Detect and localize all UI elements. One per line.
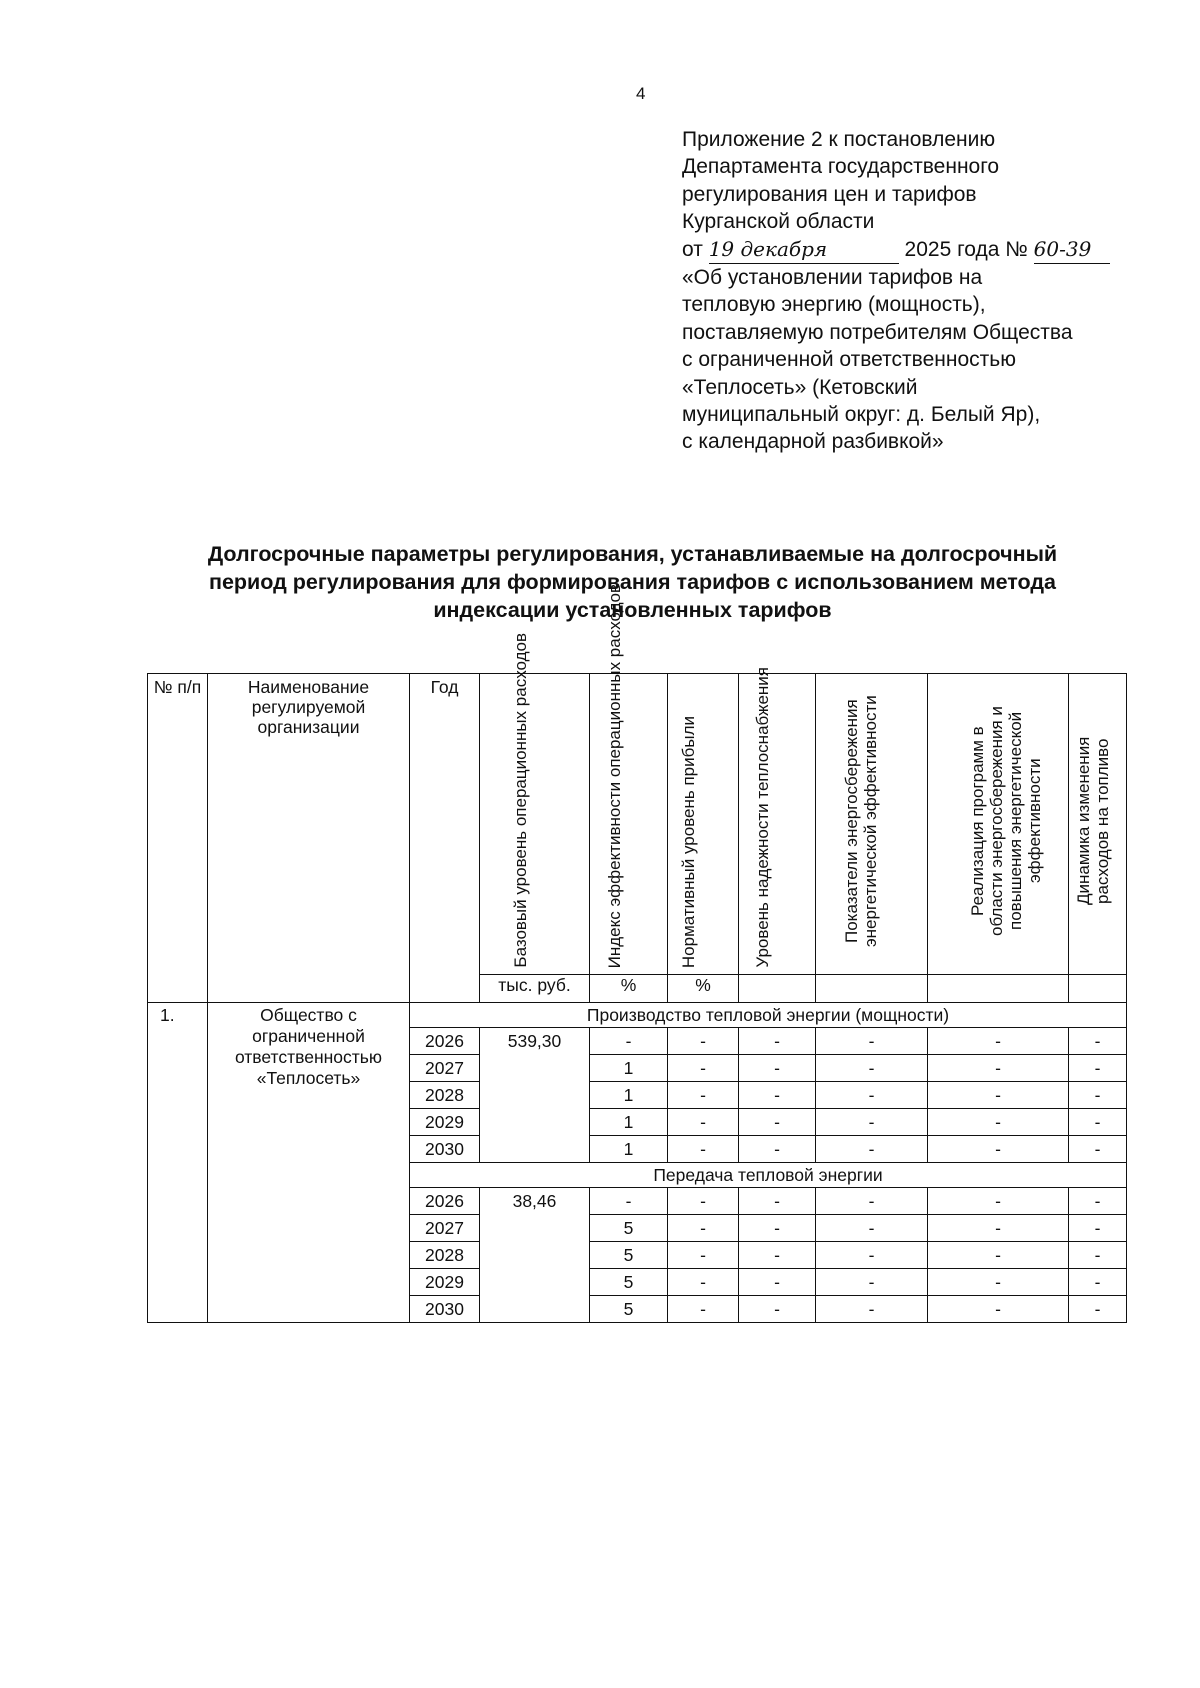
table-row: 2027 1 - - - - - (148, 1055, 1127, 1082)
appendix-line: Курганской области (682, 210, 875, 234)
year-text: 2025 года № (904, 237, 1028, 261)
table-row: 2026 539,30 - - - - - - (148, 1028, 1127, 1055)
title-line: Долгосрочные параметры регулирования, устанавливаемые на долгосрочный (207, 542, 1058, 566)
table-row: 2028 5 - - - - - (148, 1242, 1127, 1269)
table-row: 2029 5 - - - - - (148, 1269, 1127, 1296)
appendix-line: Приложение 2 к постановлению (682, 128, 996, 151)
section-title: Передача тепловой энергии (410, 1163, 1127, 1188)
organization-name: Общество с ограниченной ответственностью «Теплосеть» (208, 1003, 410, 1323)
header-profit-level: Нормативный уровень прибыли (668, 674, 739, 975)
header-fuel-dynamics: Динамика изменения расходов на топливо (1069, 674, 1127, 975)
table-row: 2027 5 - - - - - (148, 1215, 1127, 1242)
handwritten-number: 60-39 (1033, 236, 1092, 261)
unit-index: % (590, 975, 668, 1003)
appendix-line: с календарной разбивкой» (682, 430, 944, 454)
table-row: 2030 5 - - - - - (148, 1296, 1127, 1323)
header-programs: Реализация программ в области энергосбережения и повышения энергетической эффективности (928, 674, 1069, 975)
section-title: Производство тепловой энергии (мощности) (410, 1003, 1127, 1028)
title-line: период регулирования для формирования тарифов с использованием метода (208, 570, 1057, 594)
date-field (709, 236, 899, 264)
row-number: 1. (148, 1003, 208, 1323)
page-number: 4 (636, 84, 646, 103)
appendix-line: с ограниченной ответственностью (682, 348, 1016, 372)
appendix-line: регулирования цен и тарифов (682, 182, 977, 206)
header-base-level: Базовый уровень операционных расходов (480, 674, 590, 975)
unit-base: тыс. руб. (480, 975, 590, 1003)
header-org: Наименование регулируемой организации (208, 674, 410, 1003)
appendix-line: «Теплосеть» (Кетовский (682, 375, 918, 399)
date-prefix: от (682, 237, 703, 261)
header-efficiency-index: Индекс эффективности операционных расходов (590, 674, 668, 975)
handwritten-date: 19 декабря (708, 236, 828, 261)
base-level-value: 38,46 (480, 1188, 590, 1323)
appendix-block (682, 126, 1182, 456)
table-row: 2029 1 - - - - - (148, 1109, 1127, 1136)
table-row: 2030 1 - - - - - (148, 1136, 1127, 1163)
appendix-line: поставляемую потребителям Общества (682, 320, 1073, 344)
header-reliability: Уровень надежности теплоснабжения (739, 674, 816, 975)
title-line: индексации установленных тарифов (433, 598, 832, 622)
appendix-line: Департамента государственного (682, 155, 1000, 179)
unit-profit: % (668, 975, 739, 1003)
appendix-line: муниципальный округ: д. Белый Яр), (682, 403, 1041, 427)
appendix-line: тепловую энергию (мощность), (682, 293, 986, 317)
number-field (1034, 236, 1110, 264)
base-level-value: 539,30 (480, 1028, 590, 1163)
header-num: № п/п (148, 674, 208, 1003)
table-row: 2028 1 - - - - - (148, 1082, 1127, 1109)
header-row (148, 674, 1127, 975)
header-year: Год (410, 674, 480, 1003)
appendix-date-line (682, 236, 1182, 264)
table-row: 2026 38,46 - - - - - - (148, 1188, 1127, 1215)
section-row (148, 1003, 1127, 1028)
header-energy-saving: Показатели энергосбережения энергетической эффективности (816, 674, 928, 975)
appendix-line: «Об установлении тарифов на (682, 266, 983, 290)
